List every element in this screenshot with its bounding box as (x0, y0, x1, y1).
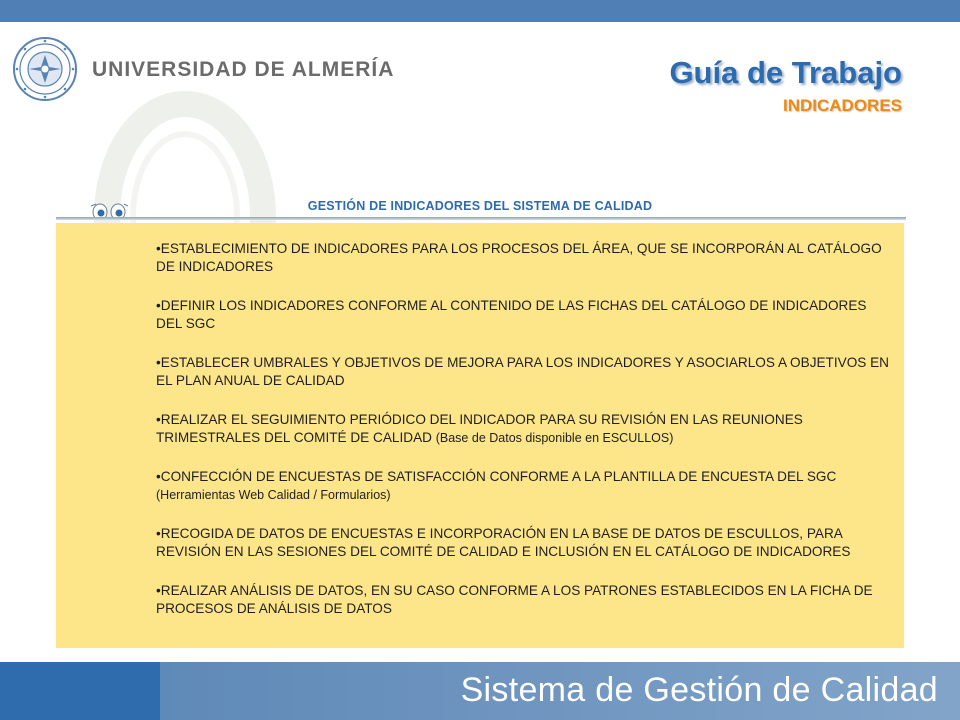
page-title: Guía de Trabajo (669, 55, 902, 90)
page-subtitle: INDICADORES (782, 96, 902, 115)
list-item (156, 240, 896, 276)
university-seal-icon (12, 36, 78, 102)
top-bar (0, 0, 960, 22)
footer-title: Sistema de Gestión de Calidad (460, 671, 938, 709)
heading-divider (56, 217, 906, 220)
list-item-text: •ESTABLECIMIENTO DE INDICADORES PARA LOS PROCESOS DEL ÁREA, QUE SE INCORPORÁN AL CATÁLOGO DE INDICADORES (156, 241, 882, 274)
list-item (156, 582, 896, 618)
bullet-list (156, 240, 896, 639)
list-item-text: •DEFINIR LOS INDICADORES CONFORME AL CONTENIDO DE LAS FICHAS DEL CATÁLOGO DE INDICADORES DEL SGC (156, 298, 867, 331)
list-item-text: •REALIZAR EL SEGUIMIENTO PERIÓDICO DEL INDICADOR PARA SU REVISIÓN EN LAS REUNIONES TRIMESTRALES DEL COMITÉ DE CALIDAD (156, 412, 803, 445)
section-heading: GESTIÓN DE INDICADORES DEL SISTEMA DE CALIDAD (307, 199, 653, 213)
footer-accent-block (0, 662, 160, 720)
list-item (156, 525, 896, 561)
list-item (156, 468, 896, 504)
list-item (156, 297, 896, 333)
list-item-text: •ESTABLECER UMBRALES Y OBJETIVOS DE MEJORA PARA LOS INDICADORES Y ASOCIARLOS A OBJETIVOS EN EL PLAN ANUAL DE CALIDAD (156, 355, 890, 388)
university-name: UNIVERSIDAD DE ALMERÍA (92, 58, 395, 81)
list-item (156, 354, 896, 390)
list-item-text: •CONFECCIÓN DE ENCUESTAS DE SATISFACCIÓN CONFORME A LA PLANTILLA DE ENCUESTA DEL SGC (156, 469, 837, 484)
list-item-text: •REALIZAR ANÁLISIS DE DATOS, EN SU CASO CONFORME A LOS PATRONES ESTABLECIDOS EN LA FICHA DE PROCESOS DE ANÁLISIS DE DATOS (156, 583, 873, 616)
list-item (156, 411, 896, 447)
list-item-text: •RECOGIDA DE DATOS DE ENCUESTAS E INCORPORACIÓN EN LA BASE DE DATOS DE ESCULLOS, PARA REVISIÓN EN LAS SESIONES DEL COMITÉ DE CALIDAD E INCLUSIÓN EN EL CATÁLOGO DE INDICADORES (156, 526, 851, 559)
list-item-note: (Herramientas Web Calidad / Formularios) (156, 488, 391, 502)
list-item-note: (Base de Datos disponible en ESCULLOS) (435, 431, 674, 445)
